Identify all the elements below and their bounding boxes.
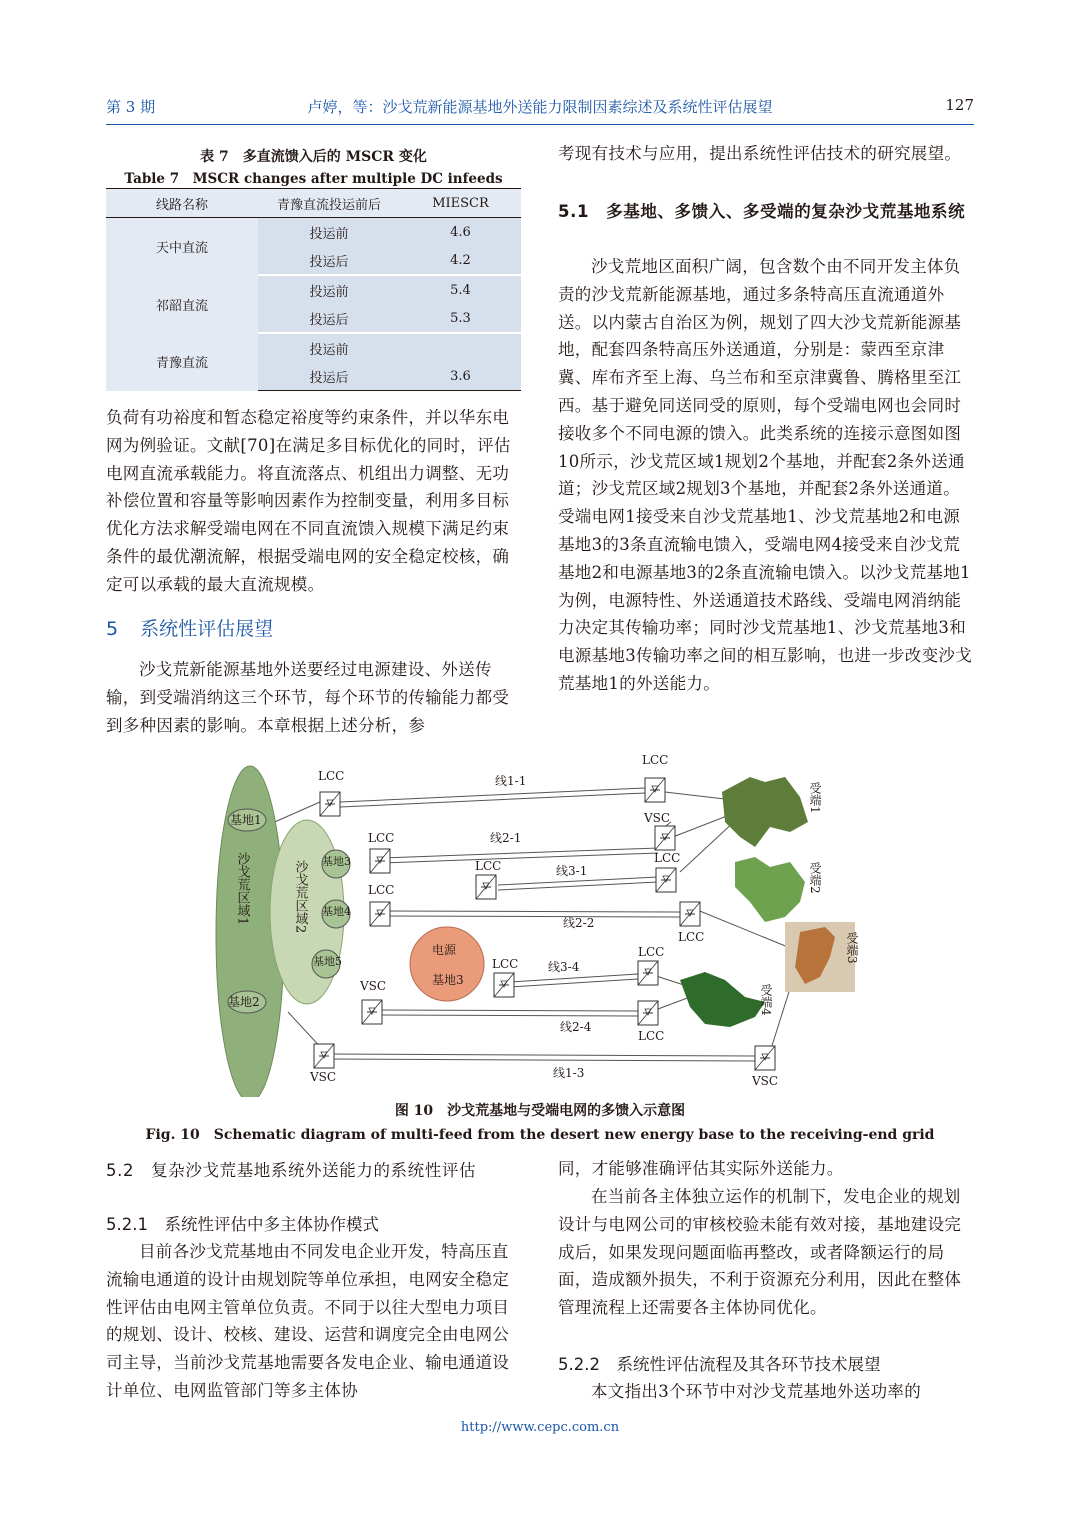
label-region1: 沙戈荒区域1 — [234, 852, 250, 926]
label-line-2-2: 线2-2 — [563, 916, 595, 930]
row-line-name: 天中直流 — [106, 218, 258, 276]
bottom-right-para-1 — [558, 1155, 974, 1183]
table-row — [106, 275, 521, 304]
converter-lcc-3-1-send — [476, 875, 496, 899]
bottom-right-para-3-text: 本文指出3个环节中对沙戈荒基地外送功率的 — [591, 1382, 921, 1401]
label-vsc: VSC — [644, 811, 671, 825]
table-header-row — [106, 189, 521, 218]
subsection-5-2-1: 5.2.1 系统性评估中多主体协作模式 — [106, 1215, 379, 1234]
left-para-1-text: 负荷有功裕度和暂态稳定裕度等约束条件，并以华东电网为例验证。文献[70]在满足多目标优化的同时，评估电网直流承载能力。将直流落点、机组出力调整、无功补偿位置和容量等影响因素作为控制变量，利用多目标优化方法求解受端电网在不同直流馈入规模下满足约束条件的最优潮流解，根据受端电网的安全稳定校核，确定可以承载的最大直流规模。 — [106, 408, 511, 594]
label-power-base-line1: 电源 — [432, 943, 457, 957]
table7-caption-en: Table 7 MSCR changes after multiple DC infeeds — [124, 171, 503, 187]
converter-lcc-2-4-recv — [638, 1001, 658, 1025]
row-state: 投运后 — [258, 304, 400, 333]
converter-lcc-2-1-send — [370, 849, 390, 873]
label-line-2-4: 线2-4 — [560, 1020, 592, 1034]
converter-lcc-recv-2 — [656, 868, 676, 892]
right-para-1-text: 考现有技术与应用，提出系统性评估技术的研究展望。 — [558, 144, 962, 163]
power-base-3 — [410, 927, 484, 1001]
label-base4: 基地4 — [322, 905, 351, 918]
figure10-diagram — [210, 752, 870, 1097]
row-value: 3.6 — [400, 362, 521, 391]
receiving-grid-4-map — [680, 972, 765, 1027]
label-region2: 沙戈荒区域2 — [292, 860, 308, 934]
label-base5: 基地5 — [313, 955, 342, 968]
row-state: 投运前 — [258, 333, 400, 362]
row-line-name: 祁韶直流 — [106, 275, 258, 333]
bottom-right-para-3 — [558, 1378, 974, 1406]
converter-vsc-2-4-send — [362, 1000, 382, 1024]
receiving-grid-2-map — [735, 857, 805, 922]
label-recv1: 受端1 — [808, 782, 822, 814]
section5-number: 5 — [106, 618, 119, 640]
section5-title: 系统性评估展望 — [140, 618, 274, 640]
right-para-2 — [558, 253, 974, 698]
label-lcc: LCC — [475, 859, 502, 873]
bottom-right-para-2-text: 在当前各主体独立运作的机制下，发电企业的规划设计与电网公司的审核校验未能有效对接，基地建设完成后，如果发现问题面临再整改，或者降额运行的局面，造成额外损失，不利于资源充分利用，因此在整体管理流程上还需要各主体协同优化。 — [558, 1187, 962, 1318]
row-state: 投运后 — [258, 362, 400, 391]
row-state: 投运后 — [258, 246, 400, 275]
col-header-miescr: MIESCR — [400, 189, 521, 218]
label-lcc: LCC — [318, 769, 345, 783]
row-value: 4.2 — [400, 246, 521, 275]
subsection-5-2-2: 5.2.2 系统性评估流程及其各环节技术展望 — [558, 1355, 881, 1374]
table7-caption-cn: 表 7 多直流馈入后的 MSCR 变化 — [200, 149, 427, 165]
label-vsc: VSC — [752, 1074, 779, 1088]
label-lcc: LCC — [638, 945, 665, 959]
left-para-2 — [106, 656, 521, 739]
label-line-2-1: 线2-1 — [490, 831, 522, 845]
label-vsc: VSC — [310, 1070, 337, 1084]
right-para-1 — [558, 140, 974, 168]
table-row — [106, 218, 521, 247]
label-base3: 基地3 — [322, 855, 351, 868]
row-state: 投运前 — [258, 218, 400, 247]
label-lcc: LCC — [368, 883, 395, 897]
bottom-left-para — [106, 1238, 521, 1405]
converter-vsc-1-3-send — [314, 1044, 334, 1068]
converter-lcc-2-2-send — [370, 902, 390, 926]
receiving-grid-1-map — [722, 777, 808, 847]
section5-heading — [106, 614, 273, 641]
label-lcc: LCC — [654, 851, 681, 865]
table7 — [106, 188, 521, 391]
bottom-left-para-text: 目前各沙戈荒基地由不同发电企业开发，特高压直流输电通道的设计由规划院等单位承担，电网安全稳定性评估由电网主管单位负责。不同于以往大型电力项目的规划、设计、校核、建设、运营和调度完全由电网公司主导，当前沙戈荒基地需要各发电企业、输电通道设计单位、电网监管部门等多主体协 — [106, 1242, 510, 1400]
left-para-2-text: 沙戈荒新能源基地外送要经过电源建设、外送传输，到受端消纳这三个环节，每个环节的传输能力都受到多种因素的影响。本章根据上述分析，参 — [106, 660, 510, 735]
label-line-3-1: 线3-1 — [556, 864, 588, 878]
figure10-caption-en: Fig. 10 Schematic diagram of multi-feed from the desert new energy base to the receiving-end grid — [145, 1127, 935, 1143]
page-number: 127 — [945, 96, 974, 114]
label-base2: 基地2 — [228, 995, 260, 1009]
converter-lcc-3-4-send — [494, 973, 514, 997]
label-lcc: LCC — [638, 1029, 665, 1043]
col-header-state: 青豫直流投运前后 — [258, 189, 400, 218]
label-vsc: VSC — [360, 979, 387, 993]
label-lcc: LCC — [368, 831, 395, 845]
converter-lcc-1-1-recv — [645, 778, 665, 802]
converter-vsc-recv-1 — [655, 826, 675, 850]
converter-vsc-1-3-recv — [755, 1046, 775, 1070]
right-para-2-text: 沙戈荒地区面积广阔，包含数个由不同开发主体负责的沙戈荒新能源基地，通过多条特高压直流通道外送。以内蒙古自治区为例，规划了四大沙戈荒新能源基地，配套四条特高压外送通道，分别是：蒙西至京津冀、库布齐至上海、乌兰布和至京津冀鲁、腾格里至江西。基于避免同送同受的原则，每个受端电网也会同时接收多个不同电源的馈入。此类系统的连接示意图如图10所示，沙戈荒区域1规划2个基地，并配套2条外送通道；沙戈荒区域2规划3个基地，并配套2条外送通道。受端电网1接受来自沙戈荒基地1、沙戈荒基地2和电源基地3的3条直流输电馈入，受端电网4接受来自沙戈荒基地2和电源基地3的2条直流输电馈入。以沙戈荒基地1为例，电源特性、外送通道技术路线、受端电网消纳能力决定其传输功率；同时沙戈荒基地1、沙戈荒基地3和电源基地3传输功率之间的相互影响，也进一步改变沙戈荒基地1的外送能力。 — [558, 257, 972, 693]
row-value: 5.4 — [400, 275, 521, 304]
row-state: 投运前 — [258, 275, 400, 304]
label-lcc: LCC — [678, 930, 705, 944]
subsection-5-2: 5.2 复杂沙戈荒基地系统外送能力的系统性评估 — [106, 1161, 477, 1180]
converter-lcc-3-4-recv — [638, 961, 658, 985]
label-recv2: 受端2 — [808, 862, 822, 894]
subsection-5-1: 5.1 多基地、多馈入、多受端的复杂沙戈荒基地系统 — [558, 202, 966, 221]
bottom-right-para-2 — [558, 1183, 974, 1322]
left-para-1 — [106, 404, 521, 599]
bottom-right-para-1-text: 同，才能够准确评估其实际外送能力。 — [558, 1159, 844, 1178]
label-line-1-3: 线1-3 — [553, 1066, 585, 1080]
label-lcc: LCC — [492, 957, 519, 971]
row-value: 5.3 — [400, 304, 521, 333]
label-recv3: 受端3 — [845, 932, 859, 964]
label-power-base-line2: 基地3 — [432, 973, 464, 987]
header-rule — [106, 124, 974, 125]
table-row — [106, 333, 521, 362]
label-base1: 基地1 — [230, 813, 262, 827]
label-line-3-4: 线3-4 — [548, 960, 580, 974]
converter-lcc-2-2-recv — [680, 902, 700, 926]
label-line-1-1: 线1-1 — [495, 774, 527, 788]
row-value — [400, 333, 521, 362]
footer-url: http://www.cepc.com.cn — [460, 1420, 620, 1435]
converter-lcc-1-1-send — [320, 792, 340, 816]
row-line-name: 青豫直流 — [106, 333, 258, 391]
label-recv4: 受端4 — [759, 984, 773, 1016]
running-title: 卢婷，等：沙戈荒新能源基地外送能力限制因素综述及系统性评估展望 — [307, 98, 773, 116]
col-header-line: 线路名称 — [106, 189, 258, 218]
row-value: 4.6 — [400, 218, 521, 247]
issue-label: 第 3 期 — [106, 98, 156, 116]
figure10-caption-cn: 图 10 沙戈荒基地与受端电网的多馈入示意图 — [394, 1103, 686, 1119]
label-lcc: LCC — [642, 753, 669, 767]
